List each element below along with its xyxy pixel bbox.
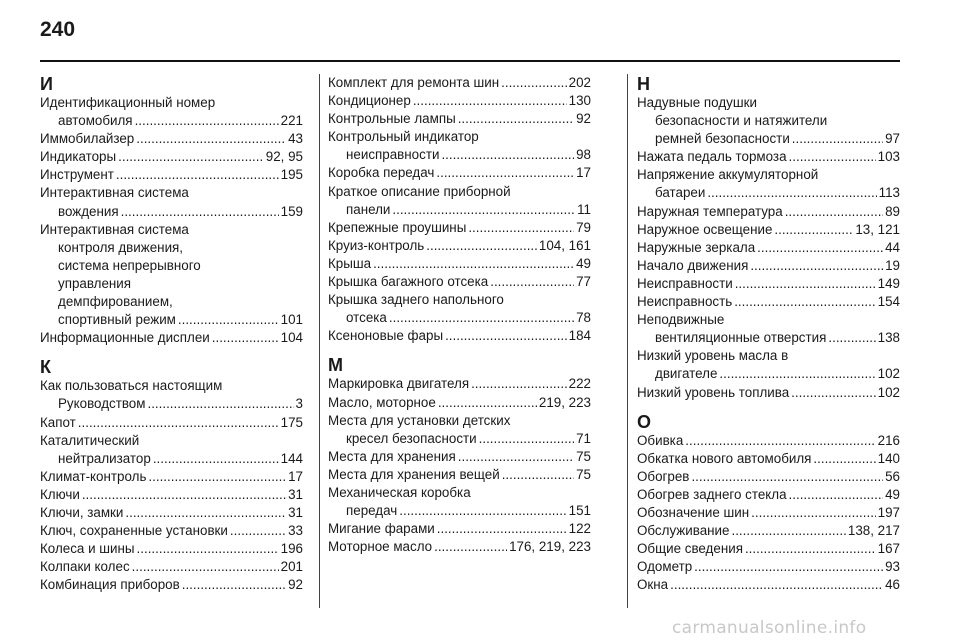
- index-entry[interactable]: [328, 237, 591, 255]
- index-entry[interactable]: [328, 466, 591, 484]
- entry-term: Каталитический: [40, 432, 140, 448]
- entry-pages: 78: [576, 310, 591, 326]
- entry-term: нейтрализатор: [58, 450, 151, 466]
- index-entry[interactable]: [637, 540, 900, 558]
- entry-pages: 104: [280, 330, 303, 346]
- entry-pages: 93: [885, 559, 900, 575]
- entry-pages: 102: [877, 384, 900, 400]
- entry-pages: 17: [576, 165, 591, 181]
- index-entry[interactable]: [328, 375, 591, 393]
- entry-term: система непрерывного: [58, 257, 201, 273]
- entry-term: ремней безопасности: [655, 131, 790, 147]
- dot-leader: [789, 148, 876, 166]
- entry-pages: 222: [568, 376, 591, 392]
- entry-term: Крышка заднего напольного: [328, 292, 504, 308]
- index-entry[interactable]: [328, 448, 591, 466]
- dot-leader: [389, 309, 574, 327]
- index-entry[interactable]: [40, 184, 303, 220]
- header-rule: [40, 60, 900, 62]
- index-section: [328, 355, 591, 556]
- index-section: [637, 74, 900, 402]
- index-entry[interactable]: [328, 291, 591, 327]
- entry-pages: 89: [885, 203, 900, 219]
- entry-term: Обозначение шин: [637, 504, 750, 520]
- entry-term: Неисправность: [637, 294, 733, 310]
- entry-term: Комплект для ремонта шин: [328, 75, 500, 90]
- dot-leader: [751, 504, 876, 522]
- index-entry[interactable]: [637, 347, 900, 383]
- entry-pages: 75: [576, 466, 591, 482]
- entry-pages: 219, 223: [538, 394, 591, 410]
- dot-leader: [437, 520, 567, 538]
- index-entry[interactable]: [40, 94, 303, 130]
- entry-term: контроля движения,: [58, 239, 184, 255]
- index-entry[interactable]: [328, 520, 591, 538]
- entry-term: управления: [58, 275, 132, 291]
- entry-term: Ключ, сохраненные установки: [40, 523, 228, 539]
- entry-pages: 144: [280, 450, 303, 466]
- index-entry[interactable]: [328, 219, 591, 237]
- entry-term: автомобиля: [58, 113, 133, 129]
- index-entry[interactable]: [40, 486, 303, 504]
- entry-term: Мигание фарами: [328, 521, 435, 537]
- entry-pages: 77: [576, 274, 591, 290]
- dot-leader: [136, 130, 286, 148]
- entry-pages: 13, 121: [855, 221, 900, 237]
- entry-pages: 184: [568, 328, 591, 344]
- index-entry[interactable]: [328, 74, 591, 92]
- entry-term: Краткое описание приборной: [328, 183, 511, 199]
- entry-term: Маркировка двигателя: [328, 376, 470, 392]
- entry-term: панели: [346, 201, 391, 217]
- dot-leader: [792, 130, 883, 148]
- entry-pages: 11: [577, 201, 591, 217]
- entry-term: Идентификационный номер: [40, 95, 216, 110]
- index-section: [40, 357, 303, 594]
- entry-pages: 17: [288, 468, 303, 484]
- entry-term: Климат-контроль: [40, 468, 147, 484]
- index-entry[interactable]: [637, 384, 900, 402]
- entry-term: Колеса и шины: [40, 541, 135, 557]
- index-entry[interactable]: [637, 94, 900, 148]
- dot-leader: [719, 365, 875, 383]
- index-entry[interactable]: [637, 275, 900, 293]
- entry-pages: 104, 161: [538, 237, 591, 253]
- entry-pages: 202: [568, 75, 591, 90]
- index-entry[interactable]: [328, 394, 591, 412]
- index-entry[interactable]: [40, 221, 303, 330]
- entry-term: Коробка передач: [328, 165, 435, 181]
- index-entry[interactable]: [40, 414, 303, 432]
- entry-term: Обогрев: [637, 468, 690, 484]
- entry-pages: 33: [288, 523, 303, 539]
- entry-term: Ксеноновые фары: [328, 328, 444, 344]
- index-entry[interactable]: [40, 130, 303, 148]
- entry-pages: 130: [568, 93, 591, 109]
- index-column-1: [40, 74, 303, 594]
- entry-pages: 97: [885, 131, 900, 147]
- entry-term: Обслуживание: [637, 523, 730, 539]
- entry-term: неисправности: [346, 147, 440, 163]
- entry-term: батареи: [655, 185, 706, 201]
- dot-leader: [125, 504, 286, 522]
- entry-pages: 92, 95: [265, 149, 303, 165]
- dot-leader: [468, 219, 574, 237]
- dot-leader: [445, 327, 567, 345]
- index-entry[interactable]: [40, 377, 303, 413]
- dot-leader: [132, 558, 279, 576]
- dot-leader: [458, 110, 574, 128]
- entry-term: вентиляционные отверстия: [655, 330, 827, 346]
- index-entry[interactable]: [637, 486, 900, 504]
- entry-pages: 103: [877, 149, 900, 165]
- entry-term: Неподвижные: [637, 312, 725, 328]
- dot-leader: [178, 311, 279, 329]
- entry-term: демпфированием,: [58, 294, 173, 310]
- section-letter: М: [328, 355, 343, 376]
- index-entry[interactable]: [40, 468, 303, 486]
- entry-term: Обогрев заднего стекла: [637, 486, 787, 502]
- dot-leader: [153, 450, 279, 468]
- section-letter: Н: [637, 74, 650, 94]
- index-section: [328, 74, 591, 345]
- entry-term: Обивка: [637, 432, 684, 448]
- index-entry[interactable]: [637, 504, 900, 522]
- entry-term: Как пользоваться настоящим: [40, 378, 223, 394]
- dot-leader: [148, 468, 286, 486]
- dot-leader: [501, 74, 567, 92]
- dot-leader: [735, 275, 876, 293]
- dot-leader: [757, 239, 883, 257]
- entry-pages: 149: [877, 275, 900, 291]
- page-number: 240: [40, 18, 76, 41]
- dot-leader: [813, 450, 875, 468]
- entry-term: Обкатка нового автомобиля: [637, 450, 812, 466]
- entry-pages: 167: [877, 541, 900, 557]
- entry-pages: 176, 219, 223: [509, 539, 591, 555]
- entry-term: отсека: [346, 310, 387, 326]
- entry-pages: 221: [280, 113, 303, 129]
- dot-leader: [399, 502, 566, 520]
- entry-term: Наружная температура: [637, 203, 783, 219]
- entry-term: Интерактивная система: [40, 185, 189, 201]
- dot-leader: [707, 184, 876, 202]
- entry-pages: 159: [280, 203, 303, 219]
- index-entry[interactable]: [637, 432, 900, 450]
- dot-leader: [502, 466, 574, 484]
- index-entry[interactable]: [637, 166, 900, 202]
- entry-pages: 201: [280, 559, 303, 575]
- dot-leader: [116, 166, 279, 184]
- column-divider: [319, 74, 320, 608]
- dot-leader: [490, 273, 574, 291]
- index-entry[interactable]: [40, 522, 303, 540]
- dot-leader: [471, 375, 567, 393]
- entry-pages: 101: [280, 312, 303, 328]
- dot-leader: [785, 203, 883, 221]
- entry-pages: 71: [576, 430, 591, 446]
- index-entry[interactable]: [637, 148, 900, 166]
- dot-leader: [731, 522, 845, 540]
- index-entry[interactable]: [328, 538, 591, 556]
- index-entry[interactable]: [40, 558, 303, 576]
- index-entry[interactable]: [40, 576, 303, 594]
- watermark: carmanualsonline.info: [672, 618, 867, 638]
- section-letter: К: [40, 357, 51, 378]
- dot-leader: [745, 540, 876, 558]
- index-entry[interactable]: [637, 239, 900, 257]
- index-entry[interactable]: [637, 468, 900, 486]
- dot-leader: [828, 329, 875, 347]
- dot-leader: [434, 538, 507, 556]
- dot-leader: [685, 432, 875, 450]
- dot-leader: [135, 112, 279, 130]
- entry-pages: 46: [885, 577, 900, 593]
- dot-leader: [791, 384, 876, 402]
- index-entry[interactable]: [637, 257, 900, 275]
- entry-pages: 92: [288, 577, 303, 593]
- entry-term: Колпаки колес: [40, 559, 130, 575]
- entry-term: Места для хранения: [328, 448, 456, 464]
- entry-pages: 216: [877, 432, 900, 448]
- entry-term: Круиз-контроль: [328, 237, 425, 253]
- entry-term: Ключи, замки: [40, 504, 124, 520]
- entry-term: Крышка багажного отсека: [328, 274, 489, 290]
- dot-leader: [694, 558, 883, 576]
- index-column-2: [328, 74, 591, 556]
- dot-leader: [426, 237, 537, 255]
- entry-term: Комбинация приборов: [40, 577, 180, 593]
- entry-term: кресел безопасности: [346, 430, 477, 446]
- entry-pages: 138, 217: [847, 523, 900, 539]
- index-column-3: [637, 74, 900, 594]
- section-letter: О: [637, 411, 652, 432]
- index-entry[interactable]: [328, 92, 591, 110]
- entry-pages: 154: [877, 294, 900, 310]
- index-entry[interactable]: [637, 558, 900, 576]
- dot-leader: [691, 468, 883, 486]
- entry-term: Контрольный индикатор: [328, 129, 479, 145]
- dot-leader: [479, 430, 574, 448]
- entry-term: Капот: [40, 414, 76, 430]
- index-entry[interactable]: [40, 504, 303, 522]
- entry-pages: 49: [576, 255, 591, 271]
- index-entry[interactable]: [328, 164, 591, 182]
- entry-pages: 43: [288, 131, 303, 147]
- dot-leader: [413, 92, 567, 110]
- index-entry[interactable]: [328, 255, 591, 273]
- dot-leader: [392, 201, 575, 219]
- entry-pages: 19: [885, 257, 900, 273]
- index-entry[interactable]: [637, 522, 900, 540]
- index-entry[interactable]: [40, 148, 303, 166]
- dot-leader: [147, 395, 293, 413]
- entry-term: Неисправности: [637, 275, 733, 291]
- index-entry[interactable]: [637, 203, 900, 221]
- entry-pages: 75: [576, 448, 591, 464]
- dot-leader: [670, 576, 883, 594]
- entry-term: Инструмент: [40, 167, 114, 183]
- dot-leader: [212, 329, 279, 347]
- index-entry[interactable]: [40, 540, 303, 558]
- entry-term: Одометр: [637, 559, 693, 575]
- entry-term: Руководством: [58, 396, 146, 412]
- entry-pages: 79: [576, 219, 591, 235]
- entry-term: Надувные подушки: [637, 95, 757, 110]
- entry-term: Общие сведения: [637, 541, 743, 557]
- index-entry[interactable]: [637, 450, 900, 468]
- entry-pages: 98: [576, 147, 591, 163]
- dot-leader: [373, 255, 574, 273]
- entry-term: Окна: [637, 577, 669, 593]
- entry-term: Контрольные лампы: [328, 111, 456, 127]
- entry-term: двигателе: [655, 366, 718, 382]
- entry-term: Низкий уровень масла в: [637, 348, 789, 364]
- index-entry[interactable]: [40, 166, 303, 184]
- entry-term: Низкий уровень топлива: [637, 384, 790, 400]
- entry-pages: 113: [878, 185, 900, 201]
- dot-leader: [789, 486, 884, 504]
- entry-term: вождения: [58, 203, 119, 219]
- dot-leader: [734, 293, 875, 311]
- index-entry[interactable]: [637, 576, 900, 594]
- index-entry[interactable]: [328, 484, 591, 520]
- index-entry[interactable]: [328, 273, 591, 291]
- index-entry[interactable]: [40, 432, 303, 468]
- entry-term: Места для установки детских: [328, 412, 511, 428]
- dot-leader: [118, 148, 264, 166]
- entry-term: Интерактивная система: [40, 221, 189, 237]
- entry-term: Масло, моторное: [328, 394, 436, 410]
- index-section: [637, 412, 900, 595]
- entry-pages: 196: [280, 541, 303, 557]
- index-entry[interactable]: [637, 311, 900, 347]
- entry-pages: 44: [885, 239, 900, 255]
- entry-pages: 92: [576, 111, 591, 127]
- entry-term: Наружные зеркала: [637, 239, 756, 255]
- entry-term: Механическая коробка: [328, 484, 471, 500]
- index-entry[interactable]: [328, 327, 591, 345]
- dot-leader: [458, 448, 574, 466]
- index-entry[interactable]: [40, 329, 303, 347]
- entry-pages: 140: [877, 450, 900, 466]
- entry-term: безопасности и натяжители: [655, 113, 828, 129]
- entry-term: Напряжение аккумуляторной: [637, 167, 819, 183]
- entry-pages: 151: [568, 503, 591, 519]
- column-divider: [627, 74, 628, 608]
- entry-pages: 3: [295, 396, 303, 412]
- entry-term: Начало движения: [637, 257, 749, 273]
- dot-leader: [82, 486, 286, 504]
- dot-leader: [182, 576, 286, 594]
- entry-term: спортивный режим: [58, 312, 176, 328]
- dot-leader: [438, 394, 537, 412]
- dot-leader: [78, 414, 279, 432]
- entry-term: Крепежные проушины: [328, 219, 467, 235]
- entry-pages: 175: [280, 414, 303, 430]
- entry-term: передач: [346, 503, 398, 519]
- entry-pages: 197: [877, 504, 900, 520]
- index-entry[interactable]: [637, 221, 900, 239]
- dot-leader: [750, 257, 883, 275]
- dot-leader: [774, 221, 853, 239]
- entry-term: Нажата педаль тормоза: [637, 149, 787, 165]
- entry-pages: 56: [885, 468, 900, 484]
- entry-pages: 102: [877, 366, 900, 382]
- entry-term: Ключи: [40, 486, 80, 502]
- index-entry[interactable]: [328, 128, 591, 164]
- entry-pages: 138: [877, 330, 900, 346]
- entry-term: Информационные дисплеи: [40, 330, 210, 346]
- entry-term: Моторное масло: [328, 539, 433, 555]
- dot-leader: [441, 146, 574, 164]
- dot-leader: [230, 522, 286, 540]
- entry-pages: 195: [280, 167, 303, 183]
- entry-term: Наружное освещение: [637, 221, 773, 237]
- entry-pages: 31: [288, 486, 303, 502]
- index-entry[interactable]: [328, 412, 591, 448]
- entry-pages: 31: [288, 504, 303, 520]
- entry-term: Крыша: [328, 255, 372, 271]
- section-letter: И: [40, 74, 53, 94]
- dot-leader: [121, 203, 279, 221]
- index-entry[interactable]: [328, 110, 591, 128]
- dot-leader: [436, 164, 574, 182]
- index-entry[interactable]: [637, 293, 900, 311]
- entry-term: Места для хранения вещей: [328, 466, 500, 482]
- entry-term: Индикаторы: [40, 149, 117, 165]
- entry-term: Кондиционер: [328, 93, 411, 109]
- entry-pages: 49: [885, 486, 900, 502]
- index-entry[interactable]: [328, 183, 591, 219]
- entry-term: Иммобилайзер: [40, 131, 135, 147]
- entry-pages: 122: [568, 521, 591, 537]
- index-section: [40, 74, 303, 347]
- dot-leader: [137, 540, 279, 558]
